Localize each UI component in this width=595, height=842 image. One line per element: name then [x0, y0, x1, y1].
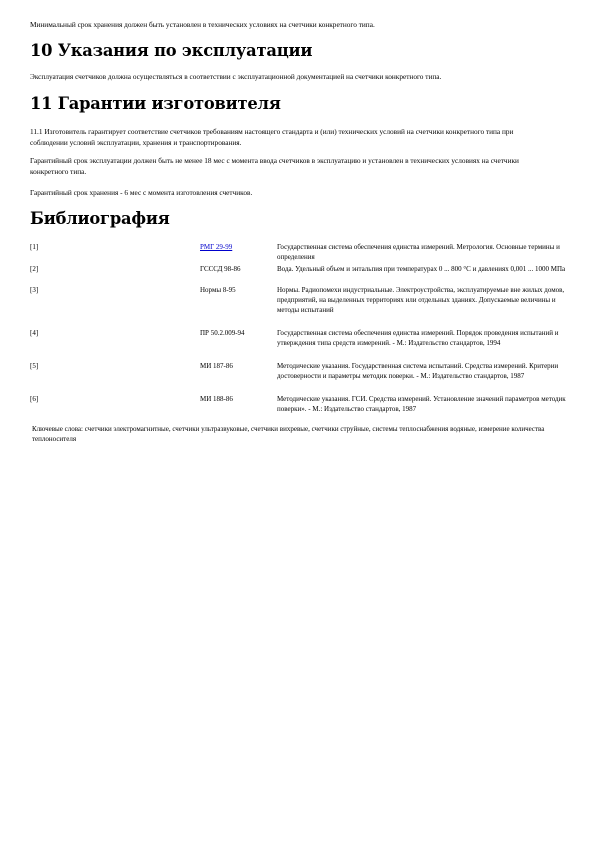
bibliography-row — [30, 285, 570, 328]
keywords-paragraph: Ключевые слова: счетчики электромагнитные, счетчики ультразвуковые, счетчики вихревые, счетчики струйные, системы теплоснабжения водяные, измерение количества теплоносителя — [32, 425, 545, 443]
bibliography-table — [30, 242, 570, 424]
bib-number: [2] — [30, 265, 39, 273]
section-10-heading: 10 Указания по эксплуатации — [30, 41, 313, 60]
bib-title: Методические указания. ГСИ. Средства измерений. Установление значений параметров методик поверки». - М.: Издательство стандартов, 1987 — [277, 395, 566, 414]
bibliography-row — [30, 264, 570, 285]
bib-title: Нормы. Радиопомехи индустриальные. Электроустройства, эксплуатируемые вне жилых домов, предприятий, на выделенных территориях или отдельных зданиях. Допускаемые величины и методы испытаний — [277, 286, 565, 315]
bib-number: [6] — [30, 395, 39, 403]
bibliography-row — [30, 328, 570, 361]
intro-paragraph: Минимальный срок хранения должен быть установлен в технических условиях на счетчики конкретного типа. — [30, 20, 375, 29]
section-11-paragraph-3: Гарантийный срок хранения - 6 мес с момента изготовления счетчиков. — [30, 188, 253, 197]
bib-number: [4] — [30, 329, 39, 337]
bib-code: МИ 188-86 — [200, 395, 233, 403]
section-11-paragraph-1: 11.1 Изготовитель гарантирует соответствие счетчиков требованиям настоящего стандарта и (или) технических условий на счетчики конкретного типа при соблюдении условий эксплуатации, хранения и транспортирования. — [30, 127, 514, 147]
bib-code: Нормы 8-95 — [200, 286, 236, 294]
bib-code: ПР 50.2.009-94 — [200, 329, 245, 337]
section-11-paragraph-2: Гарантийный срок эксплуатации должен быть не менее 18 мес с момента ввода счетчиков в эксплуатацию и установлен в технических условиях на счетчики конкретного типа. — [30, 156, 519, 176]
section-10-paragraph: Эксплуатация счетчиков должна осуществляться в соответствии с эксплуатационной документацией на счетчики конкретного типа. — [30, 72, 442, 81]
bibliography-row — [30, 394, 570, 424]
bib-title: Государственная система обеспечения единства измерений. Метрология. Основные термины и определения — [277, 243, 560, 262]
bib-title: Методические указания. Государственная система испытаний. Средства измерений. Критерии достоверности и параметры методик поверки. - М.: Издательство стандартов, 1987 — [277, 362, 559, 381]
bib-title: Вода. Удельный объем и энтальпия при температурах 0 ... 800 °С и давлениях 0,001 ... 1000 МПа — [277, 265, 566, 273]
bibliography-heading: Библиография — [30, 209, 170, 228]
bib-code: МИ 187-86 — [200, 362, 233, 370]
bib-number: [3] — [30, 286, 39, 294]
bibliography-row — [30, 361, 570, 394]
bib-title: Государственная система обеспечения единства измерений. Порядок проведения испытаний и утверждения типа средств измерений. - М.: Издательство стандартов, 1994 — [277, 329, 559, 348]
section-11-heading: 11 Гарантии изготовителя — [30, 94, 281, 113]
bib-code: ГСССД 98-86 — [200, 265, 241, 273]
bib-number: [5] — [30, 362, 39, 370]
bib-code — [200, 242, 277, 264]
bibliography-row — [30, 242, 570, 264]
bib-code-link[interactable]: РМГ 29-99 — [200, 243, 233, 251]
bib-number: [1] — [30, 243, 39, 251]
